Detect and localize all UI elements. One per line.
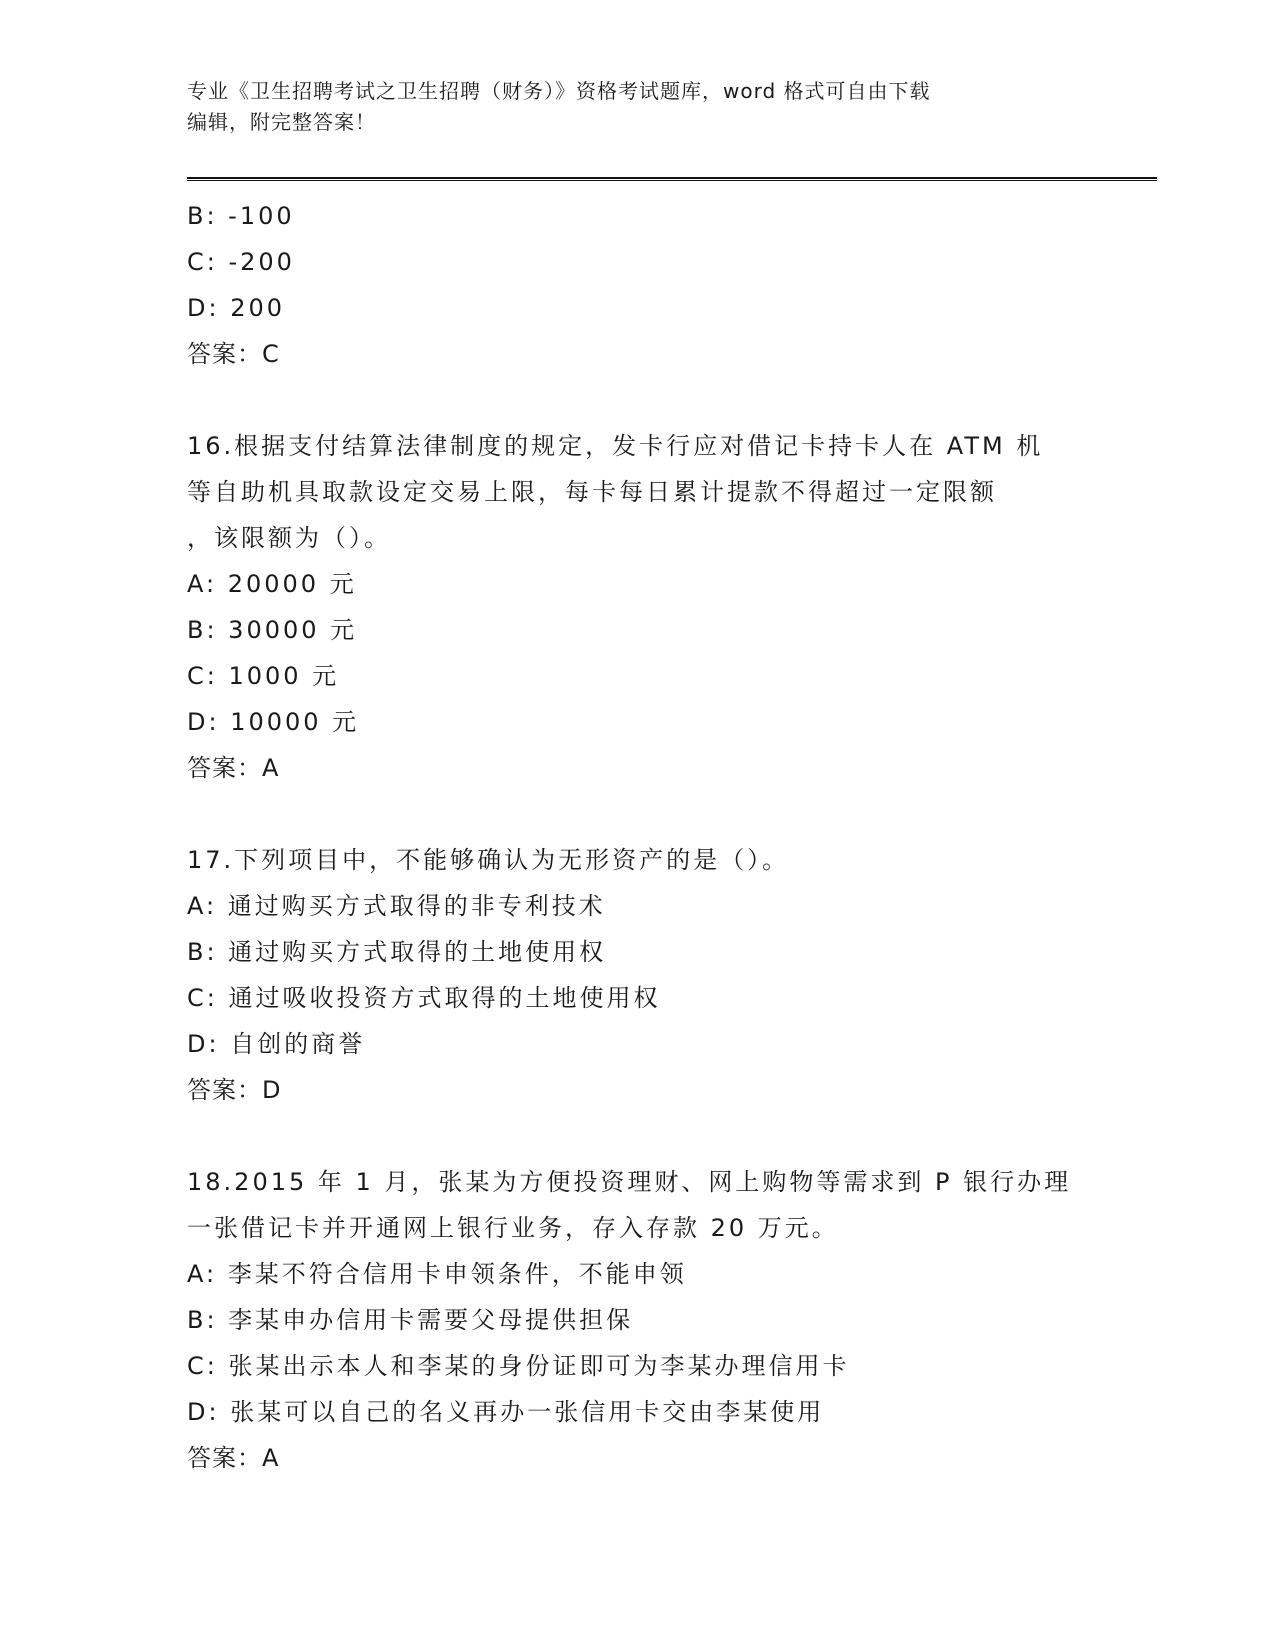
answer: 答案：A bbox=[187, 754, 280, 782]
option-d: D: 张某可以自己的名义再办一张信用卡交由李某使用 bbox=[187, 1398, 825, 1426]
question-15 bbox=[187, 193, 1127, 377]
option-a: A: 通过购买方式取得的非专利技术 bbox=[187, 892, 606, 920]
spacer bbox=[187, 791, 1127, 837]
option-d: D: 10000 元 bbox=[187, 708, 360, 736]
question-18 bbox=[187, 1159, 1127, 1481]
question-text-line-1: 18.2015 年 1 月，张某为方便投资理财、网上购物等需求到 P 银行办理 bbox=[187, 1168, 1072, 1196]
option-b: B: -100 bbox=[187, 202, 295, 230]
header-line-1: 专业《卫生招聘考试之卫生招聘（财务）》资格考试题库，word 格式可自由下载 bbox=[187, 79, 931, 103]
document-header bbox=[187, 76, 1087, 138]
option-d: D: 自创的商誉 bbox=[187, 1030, 366, 1058]
header-line-2: 编辑，附完整答案！ bbox=[187, 110, 376, 134]
option-b: B: 李某申办信用卡需要父母提供担保 bbox=[187, 1306, 634, 1334]
question-text-line-1: 17.下列项目中，不能够确认为无形资产的是（）。 bbox=[187, 846, 790, 874]
answer: 答案：D bbox=[187, 1076, 282, 1104]
option-c: C: 张某出示本人和李某的身份证即可为李某办理信用卡 bbox=[187, 1352, 850, 1380]
question-text-line-2: 等自助机具取款设定交易上限，每卡每日累计提款不得超过一定限额 bbox=[187, 478, 997, 506]
question-text-line-2: 一张借记卡并开通网上银行业务，存入存款 20 万元。 bbox=[187, 1214, 839, 1242]
answer: 答案：C bbox=[187, 340, 280, 368]
option-d: D: 200 bbox=[187, 294, 286, 322]
question-list bbox=[187, 193, 1127, 1481]
question-17 bbox=[187, 837, 1127, 1113]
option-c: C: 通过吸收投资方式取得的土地使用权 bbox=[187, 984, 661, 1012]
option-c: C: 1000 元 bbox=[187, 662, 340, 690]
answer: 答案：A bbox=[187, 1444, 280, 1472]
option-c: C: -200 bbox=[187, 248, 295, 276]
question-16 bbox=[187, 423, 1127, 791]
question-text-line-1: 16.根据支付结算法律制度的规定，发卡行应对借记卡持卡人在 ATM 机 bbox=[187, 432, 1044, 460]
option-b: B: 30000 元 bbox=[187, 616, 358, 644]
spacer bbox=[187, 377, 1127, 423]
option-a: A: 20000 元 bbox=[187, 570, 357, 598]
option-b: B: 通过购买方式取得的土地使用权 bbox=[187, 938, 607, 966]
spacer bbox=[187, 1113, 1127, 1159]
header-divider bbox=[187, 177, 1157, 181]
question-text-line-3: ，该限额为（）。 bbox=[187, 524, 391, 552]
option-a: A: 李某不符合信用卡申领条件，不能申领 bbox=[187, 1260, 687, 1288]
